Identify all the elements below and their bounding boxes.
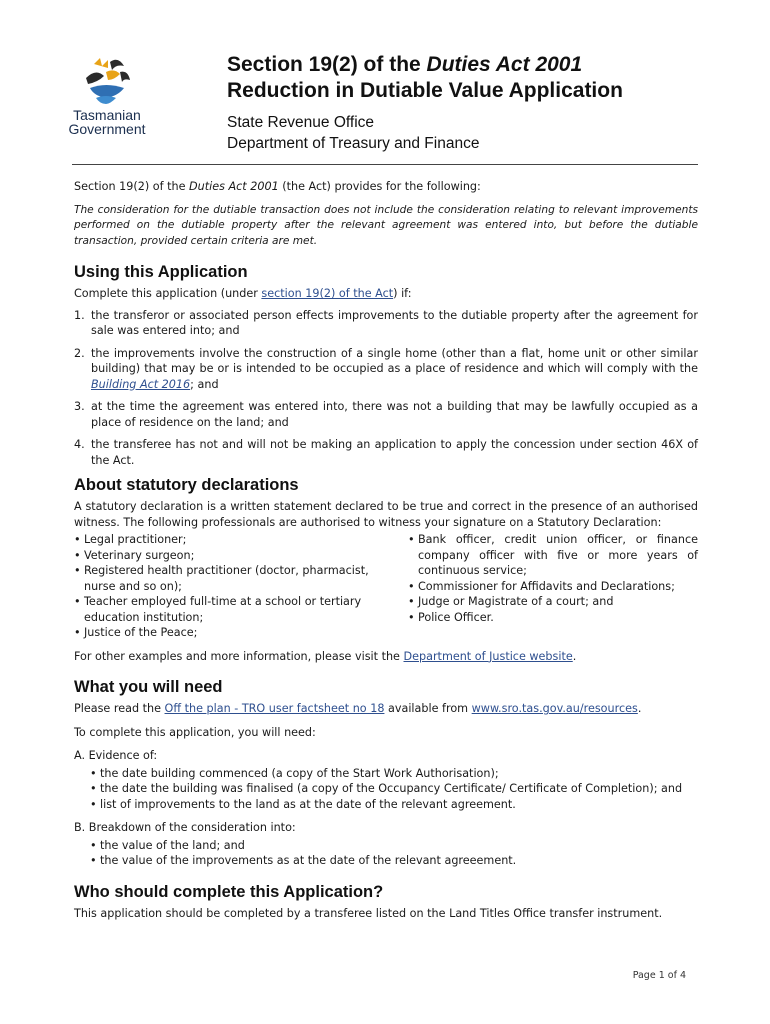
title-block [227,52,707,154]
main-content [74,179,698,921]
list-item: • Police Officer. [408,610,698,626]
header-divider [72,164,698,165]
more-info-prefix: For other examples and more information, please visit the [74,649,404,663]
department-of-justice-link[interactable]: Department of Justice website [403,649,573,663]
tasmanian-government-logo [62,58,152,142]
list-number: 1. [74,308,85,322]
more-info-suffix: . [572,649,577,663]
list-item: • Registered health practitioner (doctor, pharmacist, nurse and so on); [74,563,386,594]
section-heading-statdec: About statutory declarations [74,476,299,494]
list-item: • Judge or Magistrate of a court; and [408,594,698,610]
title-act: Duties Act 2001 [426,53,583,76]
list-item: • Justice of the Peace; [74,625,386,641]
page-title [227,52,707,78]
factsheet-link[interactable]: Off the plan - TRO user factsheet no 18 [164,702,385,715]
list-item: • the value of the improvements as at the date of the relevant agreeement. [90,853,698,869]
logo-emblem-icon [80,58,134,108]
list-text: at the time the agreement was entered into, there was not a building that may be lawfully occupied as a place of residence on the land; and [91,400,698,429]
criteria-list [74,308,698,469]
section-heading-need: What you will need [74,678,223,696]
intro-act: Duties Act 2001 [189,180,279,193]
list-item [74,399,698,430]
list-number: 4. [74,438,85,451]
sro-resources-link[interactable]: www.sro.tas.gov.au/resources [471,702,638,715]
list-item: • Bank officer, credit union officer, or finance company officer with five or more years of continuous service; [408,532,698,579]
using-lead-prefix: Complete this application (under [74,287,262,300]
intro-quote: The consideration for the dutiable transaction does not include the consideration relating to relevant improvements performed on the dutiable property after the relevant agreement was entered into, but before the dutiable transaction, provided certain criteria are met. [74,203,698,247]
read-prefix: Please read the [74,702,165,715]
using-lead-suffix: ) if: [393,287,412,300]
logo-text-line1: Tasmanian [73,107,141,123]
breakdown-list [74,838,698,869]
statdec-paragraph: A statutory declaration is a written statement declared to be true and correct in the presence of an authorised witness. The following professionals are authorised to witness your signature on a Statutory Declaration: [74,500,698,529]
list-item [74,346,698,393]
list-item [74,308,698,339]
witness-columns [74,532,698,641]
intro-paragraph [74,179,698,195]
intro-suffix: (the Act) provides for the following: [278,180,481,193]
title-prefix: Section 19(2) of the [227,53,427,76]
read-paragraph [74,701,698,717]
department-name: Department of Treasury and Finance [227,135,480,152]
building-act-link[interactable]: Building Act 2016 [91,377,191,391]
who-paragraph: This application should be completed by a transferee listed on the Land Titles Office transfer instrument. [74,906,663,920]
evidence-label: A. Evidence of: [74,749,158,762]
list-number: 2. [74,346,85,360]
list-text-end: ; and [190,377,219,391]
to-complete-text: To complete this application, you will need: [74,725,316,739]
list-number: 3. [74,400,85,413]
page-subtitle: Reduction in Dutiable Value Application [227,79,623,102]
list-item: • the value of the land; and [90,838,698,854]
intro-prefix: Section 19(2) of the [74,180,190,193]
list-item [74,437,698,468]
section-heading-who: Who should complete this Application? [74,882,384,901]
section-heading-using: Using this Application [74,263,248,281]
list-item: • Veterinary surgeon; [74,548,386,564]
read-suffix: . [637,702,642,715]
using-lead [74,286,698,302]
list-item: • the date building commenced (a copy of the Start Work Authorisation); [90,766,698,782]
witness-list-right [408,532,698,641]
list-text: the improvements involve the construction of a single home (other than a flat, home unit or other similar building) that may be or is intended to be occupied as a place of residence and which will comply with the [91,346,698,375]
section-19-2-link[interactable]: section 19(2) of the Act [261,287,394,300]
read-mid: available from [384,702,472,715]
more-info-paragraph [74,649,698,665]
list-item: • Legal practitioner; [74,532,386,548]
breakdown-label: B. Breakdown of the consideration into: [74,821,296,834]
page-number: Page 1 of 4 [632,970,686,981]
witness-list-left [74,532,386,641]
list-item: • the date the building was finalised (a copy of the Occupancy Certificate/ Certificate of Completion); and [90,781,698,797]
list-item: • list of improvements to the land as at the date of the relevant agreement. [90,797,698,813]
office-name: State Revenue Office [227,114,375,131]
list-text: the transferee has not and will not be making an application to apply the concession under section 46X of the Act. [91,438,698,467]
logo-text-line2: Government [68,121,146,137]
evidence-list [74,766,698,813]
list-text: the transferor or associated person effects improvements to the dutiable property after the agreement for sale was entered into; and [91,308,698,337]
list-item: • Commissioner for Affidavits and Declarations; [408,579,698,595]
list-item: • Teacher employed full-time at a school or tertiary education institution; [74,594,386,625]
